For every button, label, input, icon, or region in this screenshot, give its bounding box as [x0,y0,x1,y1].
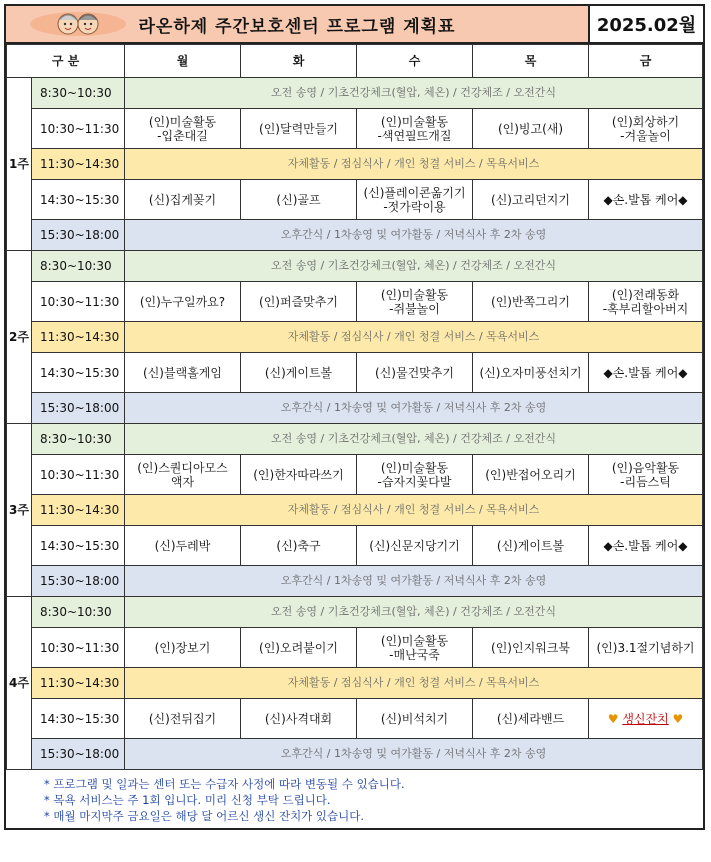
birthday-party-label: 생신잔치 [622,711,669,726]
activity-label: (신)사격대회 [264,711,333,726]
table-row [7,353,703,393]
time-slot: 14:30~15:30 [32,526,125,566]
time-slot: 8:30~10:30 [32,78,125,109]
activity-cell [589,180,703,220]
page-title: 라온하제 주간보호센터 프로그램 계획표 [138,16,456,37]
activity-label: (신)비석치기 [380,711,449,726]
activity-label: (인)미술활동 -매난국죽 [380,633,449,662]
activity-cell [473,353,589,393]
activity-label: (인)장보기 [154,640,211,655]
activity-cell [473,109,589,149]
activity-cell [357,353,473,393]
activity-label: (신)플레이콘옮기기 -젓가락이용 [363,185,466,214]
time-slot: 11:30~14:30 [32,149,125,180]
time-slot: 15:30~18:00 [32,739,125,770]
table-row [7,495,703,526]
activity-label: (인)전래동화 -혹부리할아버지 [602,287,689,316]
program-schedule-sheet [4,4,705,830]
table-header-row [7,45,703,78]
time-slot: 14:30~15:30 [32,180,125,220]
table-row [7,739,703,770]
routine-description: 오후간식 / 1차송영 및 여가활동 / 저녁식사 후 2차 송영 [125,393,703,424]
activity-cell [241,180,357,220]
table-row [7,526,703,566]
activity-label: (신)고리던지기 [491,192,570,207]
routine-description: 오후간식 / 1차송영 및 여가활동 / 저녁식사 후 2차 송영 [125,566,703,597]
week-label: 3주 [7,424,32,597]
time-slot: 11:30~14:30 [32,322,125,353]
activity-label: (신)두레박 [154,538,211,553]
activity-cell [241,699,357,739]
activity-cell [357,699,473,739]
table-row [7,699,703,739]
table-row [7,393,703,424]
activity-label: (인)미술활동 -쥐불놀이 [380,287,449,316]
activity-cell [589,526,703,566]
table-row [7,597,703,628]
activity-label: (인)달력만들기 [259,121,338,136]
table-row [7,180,703,220]
activity-label: (신)물건맞추기 [375,365,454,380]
activity-cell [357,455,473,495]
activity-cell [241,109,357,149]
note-line: * 목욕 서비스는 주 1회 입니다. 미리 신청 부탁 드립니다. [44,793,331,807]
activity-cell [125,282,241,322]
activity-label: (신)오자미풍선치기 [479,365,582,380]
activity-cell [473,628,589,668]
note-line: * 매월 마지막주 금요일은 해당 달 어르신 생신 잔치가 있습니다. [44,809,365,823]
time-slot: 15:30~18:00 [32,566,125,597]
routine-description: 오전 송영 / 기초건강체크(혈압, 체온) / 건강체조 / 오전간식 [125,251,703,282]
header-day-thu: 목 [473,45,589,78]
activity-cell [589,353,703,393]
activity-cell [589,455,703,495]
routine-description: 오전 송영 / 기초건강체크(혈압, 체온) / 건강체조 / 오전간식 [125,78,703,109]
table-row [7,668,703,699]
schedule-month: 2025.02월 [596,15,697,36]
activity-cell [241,282,357,322]
week-label: 2주 [7,251,32,424]
table-row [7,220,703,251]
heart-icon: ♥ [672,711,684,726]
notes-section [6,770,703,828]
table-row [7,628,703,668]
activity-label: (인)스퀀디아모스 액자 [137,460,228,489]
activity-label: (인)3.1절기념하기 [596,640,695,655]
time-slot: 14:30~15:30 [32,353,125,393]
time-slot: 10:30~11:30 [32,628,125,668]
activity-cell [589,699,703,739]
activity-cell [357,109,473,149]
time-slot: 10:30~11:30 [32,282,125,322]
activity-label: (신)블랙홀게임 [143,365,222,380]
activity-label: (인)미술활동 -색연필뜨개질 [377,114,452,143]
activity-label: (신)신문지당기기 [369,538,460,553]
activity-cell [241,526,357,566]
activity-label: (인)미술활동 -습자지꽃다발 [377,460,452,489]
activity-label: (신)축구 [276,538,321,553]
activity-cell [589,282,703,322]
activity-cell [241,353,357,393]
time-slot: 11:30~14:30 [32,495,125,526]
activity-label: (인)한자따라쓰기 [253,467,344,482]
note-line: * 프로그램 및 일과는 센터 또는 수급자 사정에 따라 변동될 수 있습니다. [44,777,405,791]
activity-cell [125,699,241,739]
table-row [7,109,703,149]
title-row [6,6,703,44]
activity-cell [589,628,703,668]
activity-cell [357,282,473,322]
time-slot: 8:30~10:30 [32,251,125,282]
activity-label: (인)누구일까요? [139,294,226,309]
routine-description: 자체활동 / 점심식사 / 개인 청결 서비스 / 목욕서비스 [125,149,703,180]
activity-cell [125,180,241,220]
activity-label: (인)빙고(새) [497,121,564,136]
activity-cell [241,455,357,495]
time-slot: 11:30~14:30 [32,668,125,699]
activity-label: (인)인지워크북 [491,640,570,655]
activity-cell [473,526,589,566]
elderly-couple-logo-icon [28,10,128,38]
activity-cell [125,526,241,566]
activity-cell [357,526,473,566]
table-row [7,149,703,180]
header-day-mon: 월 [125,45,241,78]
table-row [7,455,703,495]
activity-cell [241,628,357,668]
week-label: 1주 [7,78,32,251]
activity-label: ◆손.발톱 케어◆ [603,192,688,207]
time-slot: 14:30~15:30 [32,699,125,739]
routine-description: 오전 송영 / 기초건강체크(혈압, 체온) / 건강체조 / 오전간식 [125,424,703,455]
activity-cell [125,109,241,149]
time-slot: 10:30~11:30 [32,455,125,495]
table-row [7,424,703,455]
activity-label: (신)게이트볼 [264,365,333,380]
table-row [7,282,703,322]
activity-cell [589,109,703,149]
heart-icon: ♥ [607,711,619,726]
routine-description: 자체활동 / 점심식사 / 개인 청결 서비스 / 목욕서비스 [125,495,703,526]
activity-label: (신)집게꽂기 [148,192,217,207]
activity-label: (인)반쪽그리기 [491,294,570,309]
activity-cell [473,699,589,739]
activity-label: (인)퍼즐맞추기 [259,294,338,309]
activity-label: (인)반접어오리기 [485,467,576,482]
header-day-fri: 금 [589,45,703,78]
activity-cell [125,455,241,495]
table-row [7,78,703,109]
activity-label: (인)미술활동 -입춘대길 [148,114,217,143]
table-row [7,566,703,597]
title-banner [6,6,590,42]
activity-cell [357,180,473,220]
week-label: 4주 [7,597,32,770]
time-slot: 10:30~11:30 [32,109,125,149]
activity-label: (신)세라밴드 [496,711,565,726]
time-slot: 15:30~18:00 [32,220,125,251]
header-day-wed: 수 [357,45,473,78]
header-day-tue: 화 [241,45,357,78]
activity-label: (신)전뒤집기 [148,711,217,726]
activity-label: ◆손.발톱 케어◆ [603,538,688,553]
activity-label: (신)게이트볼 [496,538,565,553]
activity-cell [473,455,589,495]
activity-cell [473,180,589,220]
activity-label: ◆손.발톱 케어◆ [603,365,688,380]
activity-label: (인)회상하기 -겨울놀이 [611,114,680,143]
activity-label: (인)오려붙이기 [259,640,338,655]
routine-description: 오전 송영 / 기초건강체크(혈압, 체온) / 건강체조 / 오전간식 [125,597,703,628]
time-slot: 8:30~10:30 [32,424,125,455]
routine-description: 자체활동 / 점심식사 / 개인 청결 서비스 / 목욕서비스 [125,668,703,699]
table-row [7,251,703,282]
activity-cell [125,628,241,668]
activity-cell [357,628,473,668]
header-division: 구 분 [7,45,125,78]
activity-cell [125,353,241,393]
activity-label: (인)음악활동 -리듬스틱 [611,460,680,489]
routine-description: 오후간식 / 1차송영 및 여가활동 / 저녁식사 후 2차 송영 [125,220,703,251]
activity-cell [473,282,589,322]
table-row [7,322,703,353]
routine-description: 자체활동 / 점심식사 / 개인 청결 서비스 / 목욕서비스 [125,322,703,353]
time-slot: 8:30~10:30 [32,597,125,628]
routine-description: 오후간식 / 1차송영 및 여가활동 / 저녁식사 후 2차 송영 [125,739,703,770]
activity-label: (신)골프 [276,192,321,207]
schedule-table [6,44,703,770]
time-slot: 15:30~18:00 [32,393,125,424]
